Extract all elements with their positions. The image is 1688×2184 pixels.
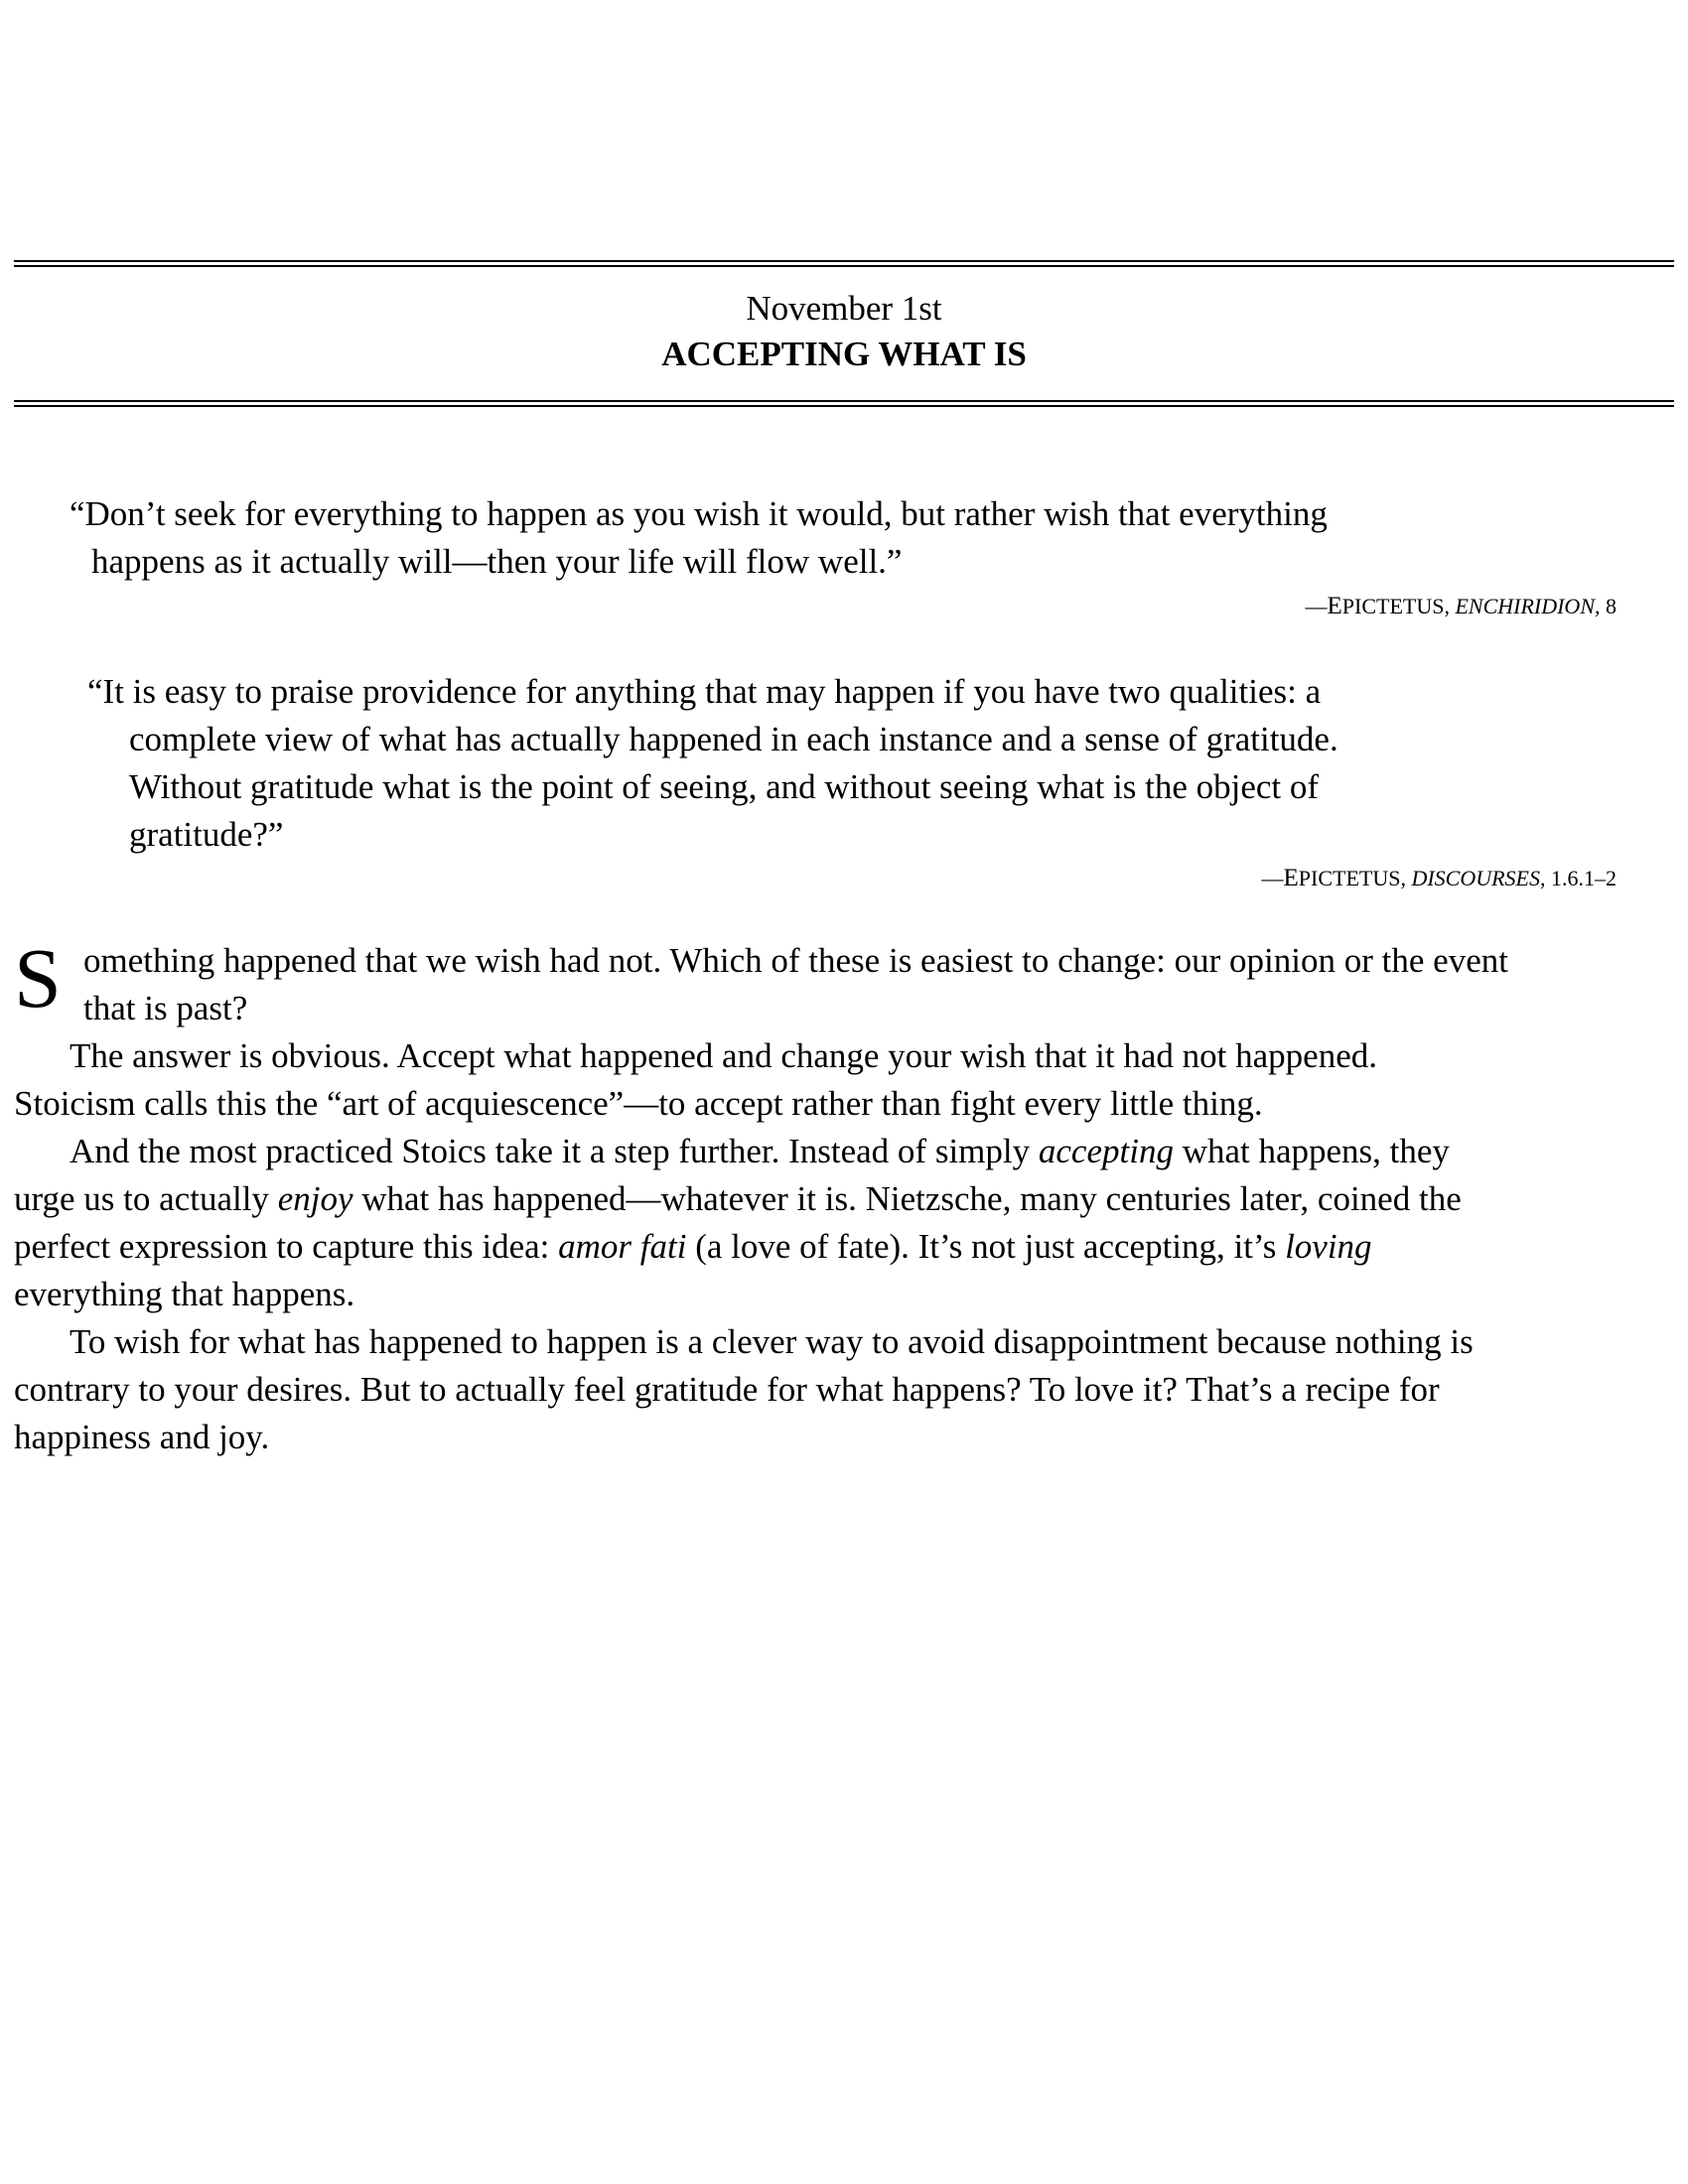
body-paragraph-4-cont xyxy=(14,1366,1674,1461)
quote-line: happens as it actually will—then your life will flow well.” xyxy=(91,542,903,581)
body-line xyxy=(14,1175,1674,1223)
drop-cap: S xyxy=(14,930,62,1025)
body-line: that is past? xyxy=(83,989,248,1027)
quote-line: gratitude?” xyxy=(129,815,284,854)
attribution-author: PICTETUS xyxy=(1341,594,1445,618)
attribution-separator: , xyxy=(1444,594,1456,618)
body-line: happiness and joy. xyxy=(14,1418,270,1456)
attribution-work: ENCHIRIDION xyxy=(1455,594,1595,618)
quote-line: “Don’t seek for everything to happen as you wish it would, but rather wish that everything xyxy=(70,494,1328,533)
emphasis-loving: loving xyxy=(1285,1227,1372,1266)
text-run: perfect expression to capture this idea: xyxy=(14,1227,559,1266)
epigraph-quote-2 xyxy=(87,668,1636,859)
text-run: what has happened—whatever it is. Nietzsche, many centuries later, coined the xyxy=(352,1179,1462,1218)
body-paragraph-4 xyxy=(14,1318,1674,1366)
quote-line: complete view of what has actually happened in each instance and a sense of gratitude. xyxy=(129,720,1338,758)
body-paragraph-2-cont xyxy=(14,1080,1674,1128)
body-line: The answer is obvious. Accept what happened and change your wish that it had not happened. xyxy=(70,1036,1377,1075)
entry-date: November 1st xyxy=(746,289,942,328)
emphasis-amor-fati: amor fati xyxy=(558,1227,687,1266)
emphasis-accepting: accepting xyxy=(1038,1132,1174,1170)
quote-line: Without gratitude what is the point of seeing, and without seeing what is the object of xyxy=(129,767,1320,806)
body-line: everything that happens. xyxy=(14,1275,355,1313)
text-run: urge us to actually xyxy=(14,1179,278,1218)
attribution-author: PICTETUS xyxy=(1298,866,1401,890)
body-line: omething happened that we wish had not. Which of these is easiest to change: our opinion or the event xyxy=(83,941,1508,980)
entry-body xyxy=(14,930,1674,1461)
emphasis-enjoy: enjoy xyxy=(277,1179,353,1218)
body-line: Stoicism calls this the “art of acquiescence”—to accept rather than fight every little thing. xyxy=(14,1084,1263,1123)
attribution-ref: , 1.6.1–2 xyxy=(1540,866,1617,890)
epigraph-attribution-2 xyxy=(1261,864,1617,893)
entry-header xyxy=(14,286,1674,377)
epigraph-quote-1 xyxy=(70,490,1618,586)
body-paragraph-2 xyxy=(14,1032,1674,1080)
attribution-ref: , 8 xyxy=(1595,594,1617,618)
book-page xyxy=(14,0,1674,2184)
body-line xyxy=(14,1128,1674,1175)
attribution-author-initial: E xyxy=(1283,865,1299,891)
quote-line: “It is easy to praise providence for anything that may happen if you have two qualities: a xyxy=(87,672,1322,711)
entry-title: ACCEPTING WHAT IS xyxy=(661,335,1027,373)
header-top-rule xyxy=(14,260,1674,267)
text-run: (a love of fate). It’s not just accepting, it’s xyxy=(686,1227,1286,1266)
body-paragraph-3-cont xyxy=(14,1175,1674,1318)
body-line xyxy=(14,1223,1674,1271)
body-line: contrary to your desires. But to actually feel gratitude for what happens? To love it? That’s a recipe for xyxy=(14,1370,1440,1409)
body-paragraph-3 xyxy=(14,1128,1674,1175)
body-paragraph-1 xyxy=(14,930,1674,1032)
text-run: what happens, they xyxy=(1173,1132,1450,1170)
attribution-author-initial: E xyxy=(1327,593,1342,619)
attribution-dash: — xyxy=(1305,594,1328,618)
header-bottom-rule xyxy=(14,400,1674,407)
epigraph-attribution-1 xyxy=(1305,592,1617,621)
attribution-dash: — xyxy=(1261,866,1284,890)
body-line: To wish for what has happened to happen is a clever way to avoid disappointment because nothing is xyxy=(70,1322,1474,1361)
text-run: And the most practiced Stoics take it a step further. Instead of simply xyxy=(70,1132,1039,1170)
attribution-separator: , xyxy=(1400,866,1412,890)
attribution-work: DISCOURSES xyxy=(1411,866,1540,890)
